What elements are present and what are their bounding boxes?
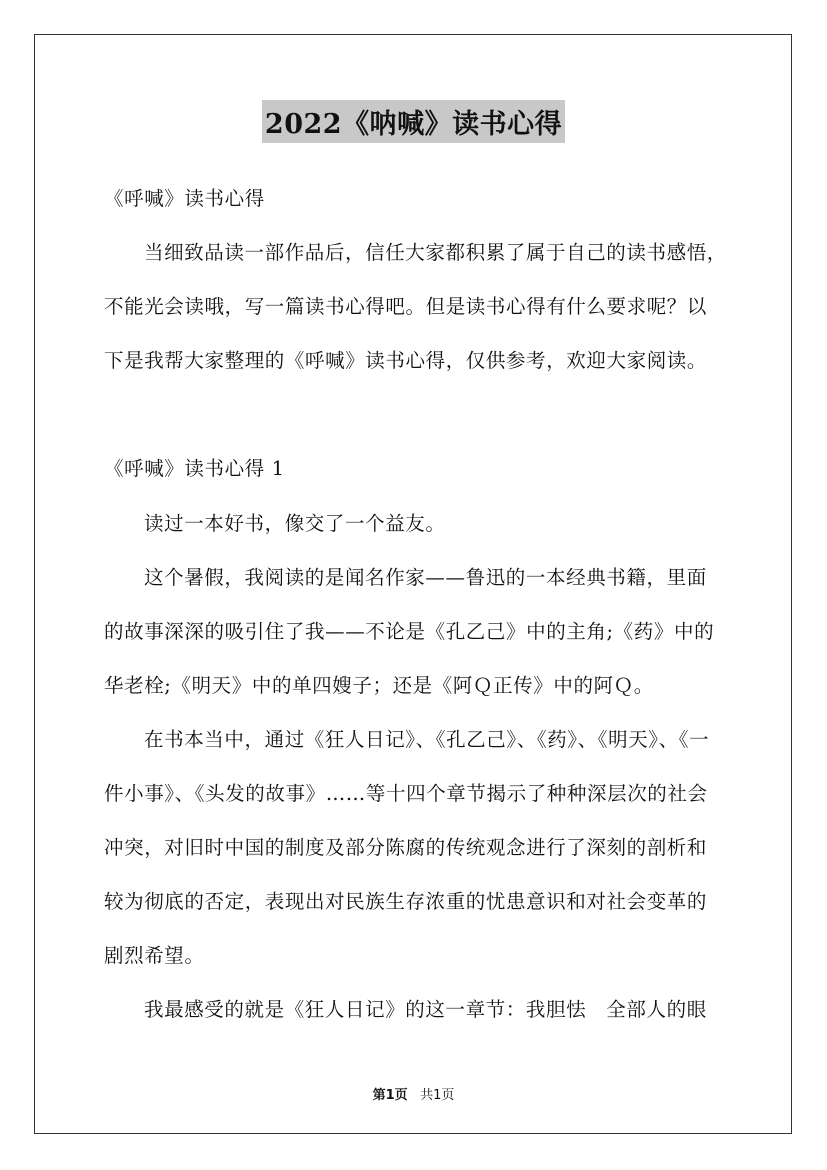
paragraph-line: 较为彻底的否定，表现出对民族生存浓重的忧患意识和对社会变革的	[104, 890, 708, 913]
paragraph-line: 件小事》、《头发的故事》……等十四个章节揭示了种种深层次的社会	[104, 782, 708, 805]
paragraph-line: 冲突，对旧时中国的制度及部分陈腐的传统观念进行了深刻的剖析和	[104, 836, 708, 859]
page-footer	[0, 1084, 827, 1103]
paragraph-line: 华老栓;《明天》中的单四嫂子；还是《阿Ｑ正传》中的阿Ｑ。	[104, 674, 654, 697]
paragraph-line: 读过一本好书，像交了一个益友。	[144, 512, 446, 535]
paragraph-line: 我最感受的就是《狂人日记》的这一章节：我胆怯 全部人的眼	[144, 998, 707, 1021]
paragraph-line: 当细致品读一部作品后，信任大家都积累了属于自己的读书感悟，	[144, 241, 727, 264]
section-heading: 《呼喊》读书心得	[104, 187, 265, 210]
section-heading: 《呼喊》读书心得 1	[104, 457, 285, 480]
paragraph-line: 的故事深深的吸引住了我——不论是《孔乙己》中的主角;《药》中的	[104, 620, 715, 643]
page-number: 第1页	[372, 1088, 408, 1103]
paragraph-line: 不能光会读哦，写一篇读书心得吧。但是读书心得有什么要求呢？以	[104, 295, 708, 318]
document-title: 2022《呐喊》读书心得	[262, 100, 565, 143]
paragraph-line: 在书本当中，通过《狂人日记》、《孔乙己》、《药》、《明天》、《一	[144, 728, 710, 751]
paragraph-line: 这个暑假，我阅读的是闻名作家——鲁迅的一本经典书籍，里面	[144, 566, 707, 589]
paragraph-line: 下是我帮大家整理的《呼喊》读书心得，仅供参考，欢迎大家阅读。	[104, 349, 708, 372]
page-total: 共1页	[420, 1088, 455, 1103]
paragraph-line: 剧烈希望。	[104, 944, 205, 967]
